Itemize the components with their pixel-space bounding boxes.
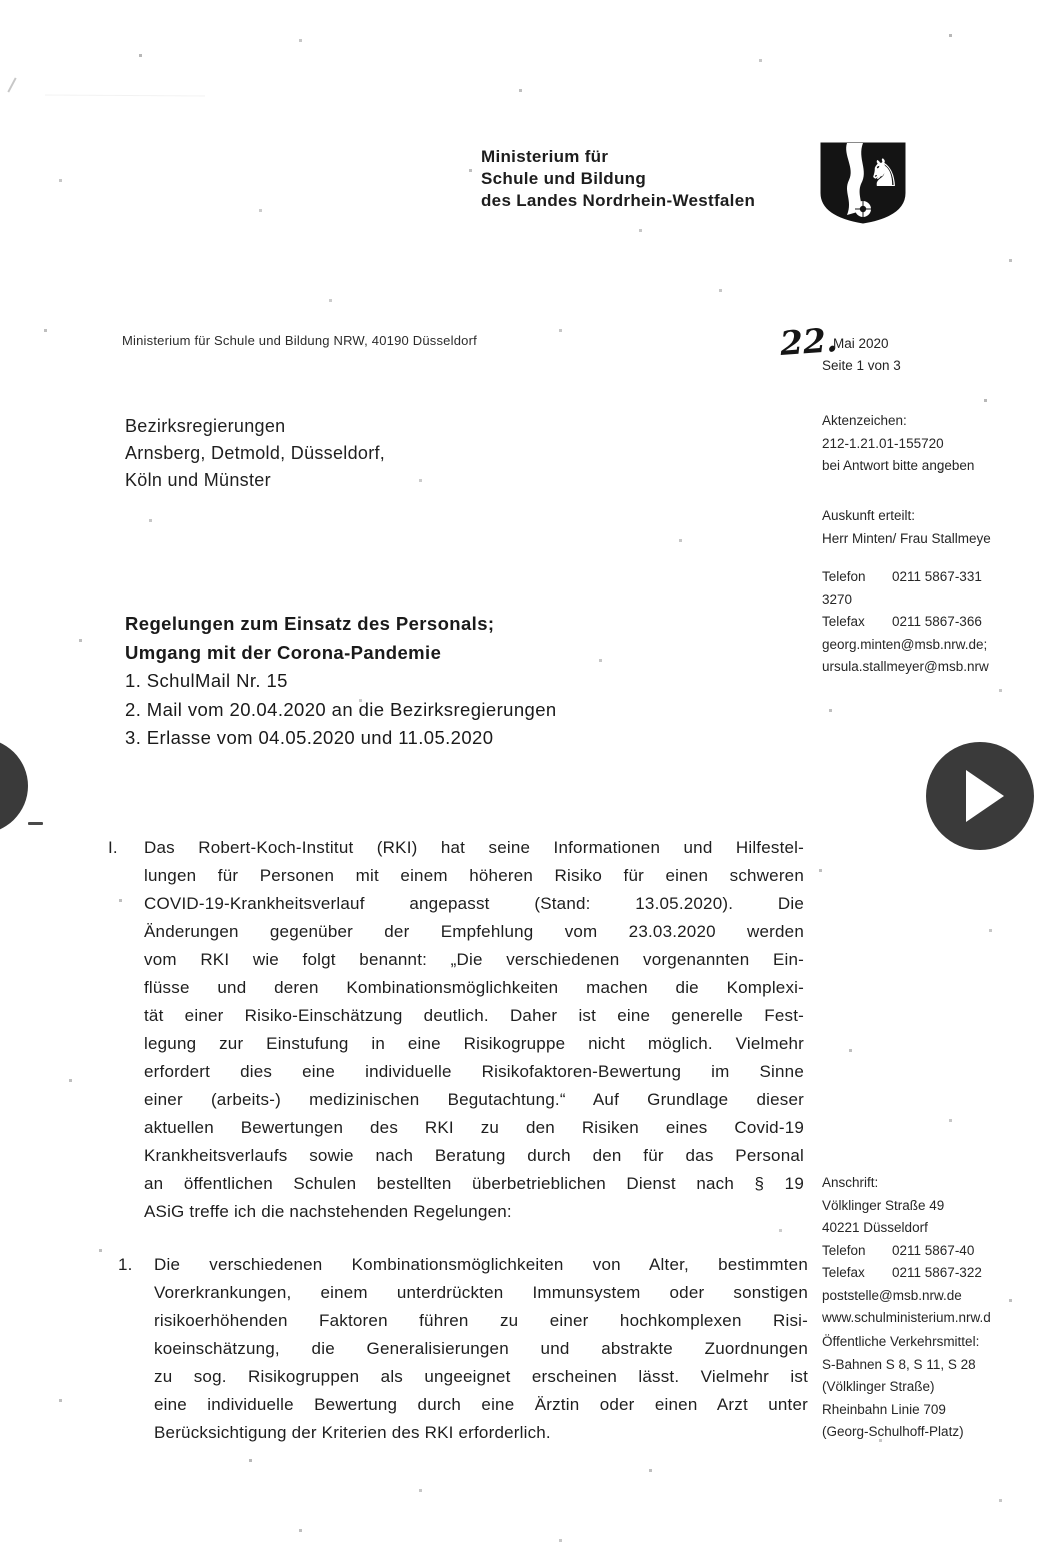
phone-label: Telefon [822,1242,866,1258]
phone-label: Telefon [822,569,866,584]
body-item-1 [118,1251,808,1447]
play-arrow-icon [966,770,1004,822]
address-label: Anschrift: [822,1175,879,1190]
date-month-year: Mai 2020 [833,336,889,351]
office-phone-row [822,1240,991,1263]
handwritten-date-day: 22. [778,320,839,363]
nrw-coat-of-arms [816,139,910,227]
contact-email-2: ursula.stallmeyer@msb.nrw [822,659,989,674]
file-ref-note: bei Antwort bitte angeben [822,458,975,473]
section-marker: I. [108,838,118,857]
office-email: poststelle@msb.nrw.de [822,1287,962,1303]
file-ref-label: Aktenzeichen: [822,413,907,428]
scan-noise-dots [0,0,1,1]
sender-return-address: Ministerium für Schule und Bildung NRW, 40190 Düsseldorf [122,333,477,348]
contact-email-1: georg.minten@msb.nrw.de; [822,636,988,652]
contact-fax-row [822,611,991,634]
file-ref-number: 212-1.21.01-155720 [822,435,944,451]
contact-names: Herr Minten/ Frau Stallmeye [822,530,991,546]
fax-label: Telefax [822,614,865,629]
section-I-text: Das Robert-Koch-Institut (RKI) hat seine Informationen und Hilfestel- lungen für Personen mit einem höheren Risiko für einen schweren COVID-19-Krankheitsverlauf angepasst (Stand: 13.05.2020). Die Änderungen gegenüber der Empfehlung vom 23.03.2020 werden vom RKI wie folgt benannt: „Die verschiedenen vorgenannten Ein- flüsse und deren Kombinationsmöglichkeiten machen die Komplexi- tät einer Risiko-Einschätzung deutlich. Daher ist eine generelle Fest- legung zur Einstufung in eine Risikogruppe nicht möglich. Vielmehr erfordert dies eine individuelle Risikofaktoren-Bewertung im Sinne einer (arbeits-) medizinischen Begutachtung.“ Auf Grundlage dieser aktuellen Bewertungen des RKI zu den Risiken eines Covid-19 Krankheitsverlaufs sowie nach Beratung durch den für das Personal an öffentlichen Schulen bestellten überbetrieblichen Dienst nach § 19 ASiG treffe ich die nachstehenden Regelungen: [144,838,804,1221]
office-fax-row [822,1262,991,1285]
margin-dash-mark [28,822,43,825]
item-1-marker: 1. [118,1255,133,1274]
subject-reference-list: 1. SchulMail Nr. 15 2. Mail vom 20.04.2020 an die Bezirksregierungen 3. Erlasse vom 04.05.2020 und 11.05.2020 [125,670,557,748]
scan-smudge-line [45,94,205,96]
phone-number: 0211 5867-331 [892,569,982,584]
transport-lines: S-Bahnen S 8, S 11, S 28 (Völklinger Straße) Rheinbahn Linie 709 (Georg-Schulhoff-Platz) [822,1356,976,1439]
contact-info-block [822,505,991,679]
fax-label: Telefax [822,1265,865,1280]
phone-number: 0211 5867-40 [892,1242,975,1258]
item-1-text: Die verschiedenen Kombinationsmöglichkeiten von Alter, bestimmten Vorerkrankungen, einem unterdrückten Immunsystem oder sonstigen risikoerhöhenden Faktoren führen zu einer hochkomplexen Risi- koeinschätzung, die Generalisierungen und abstrakte Zuordnungen zu sog. Risikogruppen als ungeeignet erscheinen lässt. Vielmehr ist eine individuelle Bewertung durch eine Ärztin oder einen Arzt unter Berücksichtigung der Kriterien des RKI erforderlich. [154,1255,808,1442]
fax-number: 0211 5867-366 [892,614,982,629]
phone-number-2: 3270 [822,591,853,607]
public-transport-block [822,1331,979,1444]
fax-number: 0211 5867-322 [892,1265,982,1280]
transport-label: Öffentliche Verkehrsmittel: [822,1334,980,1349]
address-street: Völklinger Straße 49 [822,1197,945,1213]
contact-phone-row [822,566,991,589]
subject-line-2: Umgang mit der Corona-Pandemie [125,641,442,663]
ministry-letterhead: Ministerium für Schule und Bildung des Landes Nordrhein-Westfalen [481,147,756,210]
recipient-address: Bezirksregierungen Arnsberg, Detmold, Düsseldorf, Köln und Münster [125,416,386,490]
contact-label: Auskunft erteilt: [822,508,916,523]
next-page-button[interactable] [926,742,1034,850]
file-reference-block [822,410,974,478]
prev-page-button[interactable] [0,738,28,834]
office-address-block [822,1172,991,1330]
scan-smudge-mark [7,77,16,92]
body-section-I [108,834,808,1226]
page-number-info: Seite 1 von 3 [822,358,901,373]
subject-block [125,610,557,753]
office-website: www.schulministerium.nrw.d [822,1310,991,1325]
subject-line-1: Regelungen zum Einsatz des Personals; [125,613,495,634]
address-city: 40221 Düsseldorf [822,1220,928,1235]
spacer [822,550,991,566]
westphalian-horse-icon: ♞ [866,151,902,195]
